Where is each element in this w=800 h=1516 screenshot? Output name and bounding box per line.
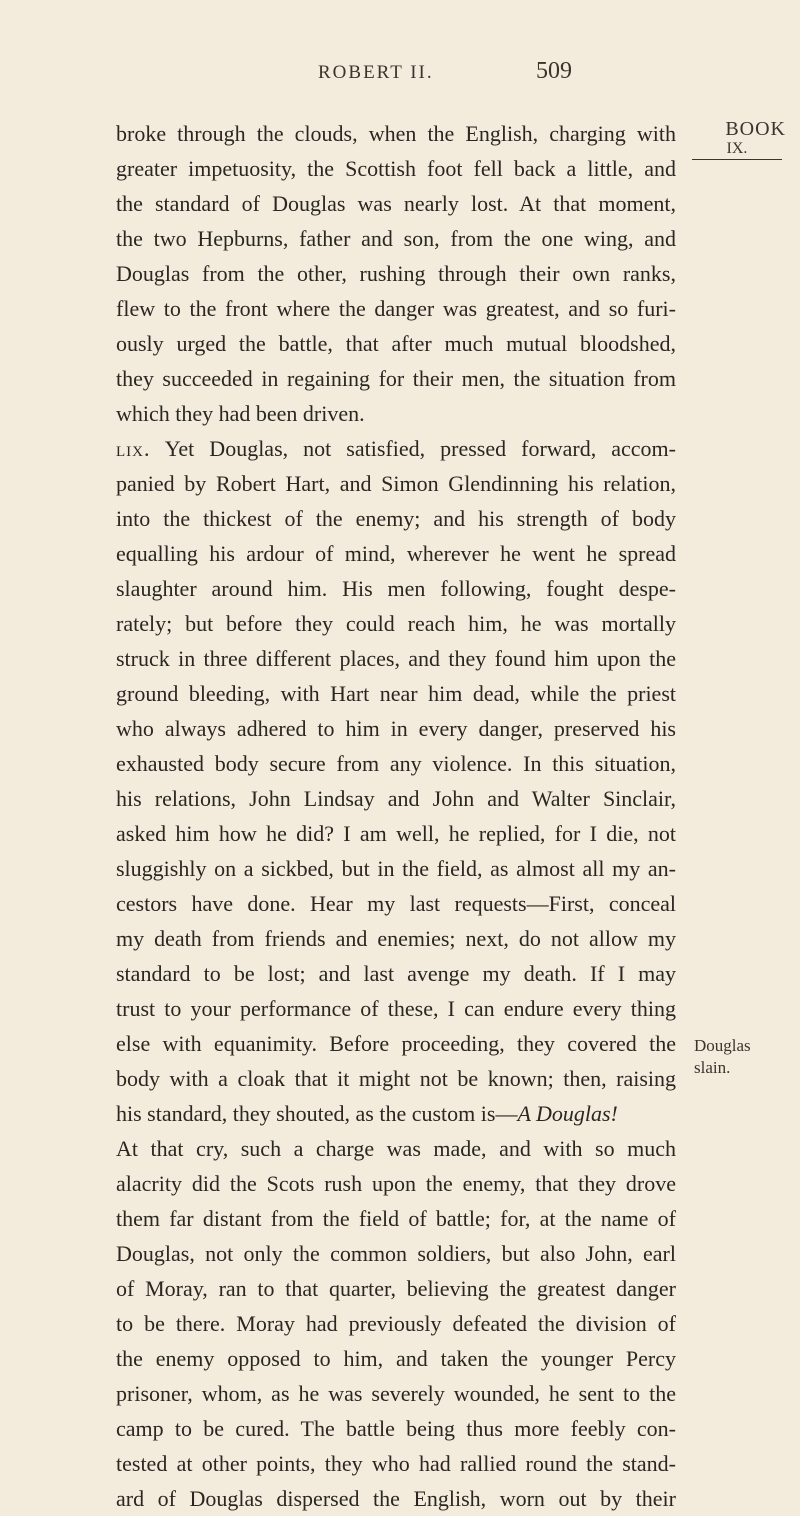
text-line: camp to be cured. The battle being thus more feebly con- bbox=[116, 1416, 676, 1441]
text-line: body with a cloak that it might not be known; then, raising bbox=[116, 1066, 676, 1091]
running-head bbox=[0, 58, 800, 92]
text-line: standard to be lost; and last avenge my death. If I may bbox=[116, 961, 676, 986]
text-line: of Moray, ran to that quarter, believing the greatest danger bbox=[116, 1276, 676, 1301]
margin-note-book bbox=[682, 116, 792, 160]
text-line: panied by Robert Hart, and Simon Glendinning his relation, bbox=[116, 471, 676, 496]
text-line: ground bleeding, with Hart near him dead, while the priest bbox=[116, 681, 676, 706]
text-line: alacrity did the Scots rush upon the enemy, that they drove bbox=[116, 1171, 676, 1196]
text-line: prisoner, whom, as he was severely wounded, he sent to the bbox=[116, 1381, 676, 1406]
text-line: greater impetuosity, the Scottish foot fell back a little, and bbox=[116, 156, 676, 181]
running-head-title: ROBERT II. bbox=[318, 62, 434, 83]
text-line: Douglas from the other, rushing through their own ranks, bbox=[116, 261, 676, 286]
text-line: into the thickest of the enemy; and his strength of body bbox=[116, 506, 676, 531]
book-number: IX. bbox=[692, 142, 782, 160]
text-line: his relations, John Lindsay and John and Walter Sinclair, bbox=[116, 786, 676, 811]
body-text bbox=[116, 116, 676, 1516]
text-line: to be there. Moray had previously defeated the division of bbox=[116, 1311, 676, 1336]
text-line: slaughter around him. His men following, fought despe- bbox=[116, 576, 676, 601]
text-line: the enemy opposed to him, and taken the younger Percy bbox=[116, 1346, 676, 1371]
text-line: At that cry, such a charge was made, and with so much bbox=[116, 1136, 676, 1161]
text-line: my death from friends and enemies; next, do not allow my bbox=[116, 926, 676, 951]
text-line: exhausted body secure from any violence. In this situation, bbox=[116, 751, 676, 776]
text-line: else with equanimity. Before proceeding, they covered the bbox=[116, 1031, 676, 1056]
text-line: struck in three different places, and they found him upon the bbox=[116, 646, 676, 671]
text-line: who always adhered to him in every danger, preserved his bbox=[116, 716, 676, 741]
text-line: sluggishly on a sickbed, but in the field, as almost all my an- bbox=[116, 856, 676, 881]
text-line-section-start bbox=[116, 431, 676, 466]
text-line: ard of Douglas dispersed the English, worn out by their bbox=[116, 1486, 676, 1511]
text-line: asked him how he did? I am well, he replied, for I die, not bbox=[116, 821, 676, 846]
text-line: them far distant from the field of battle; for, at the name of bbox=[116, 1206, 676, 1231]
book-label: BOOK bbox=[725, 118, 786, 140]
war-cry: A Douglas! bbox=[517, 1101, 618, 1126]
page-number: 509 bbox=[536, 58, 572, 84]
text-line-war-cry bbox=[116, 1096, 676, 1131]
text-line: rately; but before they could reach him, he was mortally bbox=[116, 611, 676, 636]
section-mark: lix. bbox=[116, 436, 151, 461]
text-line: broke through the clouds, when the English, charging with bbox=[116, 121, 676, 146]
margin-note-douglas: Douglas bbox=[694, 1036, 751, 1055]
war-cry-lead: his standard, they shouted, as the custom is— bbox=[116, 1101, 518, 1126]
text-line: tested at other points, they who had rallied round the stand- bbox=[116, 1451, 676, 1476]
text-line: flew to the front where the danger was greatest, and so furi- bbox=[116, 296, 676, 321]
text-line: Douglas, not only the common soldiers, but also John, earl bbox=[116, 1241, 676, 1266]
text-line: which they had been driven. bbox=[116, 401, 365, 426]
text-line: the two Hepburns, father and son, from the one wing, and bbox=[116, 226, 676, 251]
text-line: they succeeded in regaining for their men, the situation from bbox=[116, 366, 676, 391]
text-line: equalling his ardour of mind, wherever he went he spread bbox=[116, 541, 676, 566]
text-line: the standard of Douglas was nearly lost. At that moment, bbox=[116, 191, 676, 216]
margin-note-douglas-slain bbox=[694, 1032, 794, 1082]
text-line: trust to your performance of these, I can endure every thing bbox=[116, 996, 676, 1021]
text-line: cestors have done. Hear my last requests—First, conceal bbox=[116, 891, 676, 916]
text-line: ously urged the battle, that after much mutual bloodshed, bbox=[116, 331, 676, 356]
margin-note-slain: slain. bbox=[694, 1058, 731, 1077]
section-first-line: Yet Douglas, not satisfied, pressed forward, accom- bbox=[164, 436, 676, 461]
